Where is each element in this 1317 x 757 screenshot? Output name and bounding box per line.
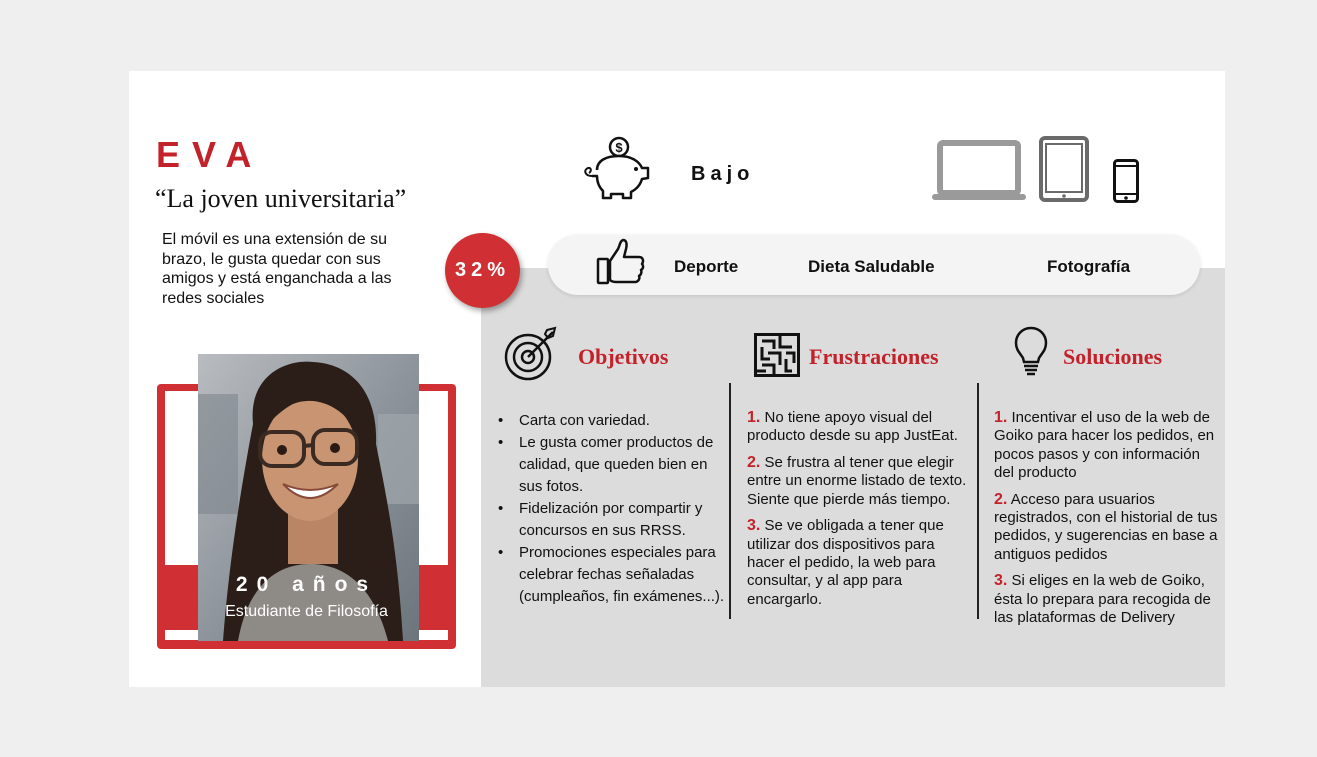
- item-number: 2.: [994, 490, 1008, 508]
- laptop-icon: [932, 140, 1026, 202]
- list-item: [747, 454, 973, 509]
- persona-occupation: Estudiante de Filosofía: [225, 603, 388, 620]
- percentage-badge: 32%: [445, 233, 520, 308]
- list-item: • Fidelización por compartir y concursos en sus RRSS.: [498, 498, 728, 542]
- item-number: 1.: [994, 409, 1008, 426]
- list-item: • Le gusta comer productos de calidad, que queden bien en sus fotos.: [498, 432, 728, 498]
- target-icon: [503, 326, 561, 382]
- persona-name: EVA: [156, 134, 264, 175]
- objetivos-title: Objetivos: [578, 344, 669, 369]
- persona-description: El móvil es una extensión de su brazo, le gusta quedar con sus amigos y está enganchada a las redes sociales: [162, 231, 392, 307]
- list-item: [747, 409, 973, 446]
- item-number: 3.: [994, 572, 1008, 590]
- column-divider: [729, 383, 731, 619]
- item-number: 3.: [747, 517, 761, 535]
- item-text: Acceso para usuarios registrados, con el historial de tus pedidos, y sugerencias en base a antiguos pedidos: [994, 490, 1218, 563]
- item-text: Si eliges en la web de Goiko, ésta lo prepara para recogida de las plataformas de Delivery: [994, 572, 1211, 626]
- list-item: [994, 409, 1220, 482]
- interest-item: Dieta Saludable: [808, 257, 935, 276]
- item-number: 1.: [747, 409, 761, 426]
- svg-text:$: $: [615, 140, 623, 155]
- column-divider: [977, 383, 979, 619]
- frustraciones-title: Frustraciones: [809, 344, 939, 369]
- lightbulb-icon: [1014, 326, 1048, 378]
- frustraciones-list: [747, 409, 973, 617]
- smartphone-icon: [1113, 159, 1139, 203]
- persona-tagline: “La joven universitaria”: [155, 184, 407, 213]
- list-item: • Promociones especiales para celebrar fechas señaladas (cumpleaños, fin exámenes...).: [498, 542, 728, 608]
- maze-icon: [754, 333, 800, 377]
- thumbs-up-icon: [596, 237, 646, 287]
- list-item: [747, 517, 973, 608]
- item-text: No tiene apoyo visual del producto desde su app JustEat.: [747, 409, 958, 445]
- tablet-icon: [1039, 136, 1089, 202]
- interest-item: Fotografía: [1047, 257, 1131, 276]
- persona-age: 20 años: [235, 573, 378, 596]
- list-item: [994, 572, 1220, 627]
- objetivos-list: [498, 410, 728, 608]
- persona-photo: [198, 354, 419, 641]
- piggy-bank-icon: [579, 136, 653, 200]
- list-item: [994, 491, 1220, 564]
- interests-bar: [548, 235, 1200, 295]
- income-level: Bajo: [691, 163, 755, 185]
- item-text: Se ve obligada a tener que utilizar dos dispositivos para hacer el pedido, la web para consultar, y al app para encargarlo.: [747, 517, 944, 608]
- soluciones-list: [994, 409, 1220, 636]
- item-text: Incentivar el uso de la web de Goiko para hacer los pedidos, en pocos pasos y con información del producto: [994, 409, 1215, 481]
- interest-item: Deporte: [674, 257, 739, 276]
- item-number: 2.: [747, 454, 761, 472]
- item-text: Se frustra al tener que elegir entre un enorme listado de texto. Siente que pierde más tiempo.: [747, 454, 967, 508]
- list-item: • Carta con variedad.: [498, 410, 728, 432]
- soluciones-title: Soluciones: [1063, 344, 1163, 369]
